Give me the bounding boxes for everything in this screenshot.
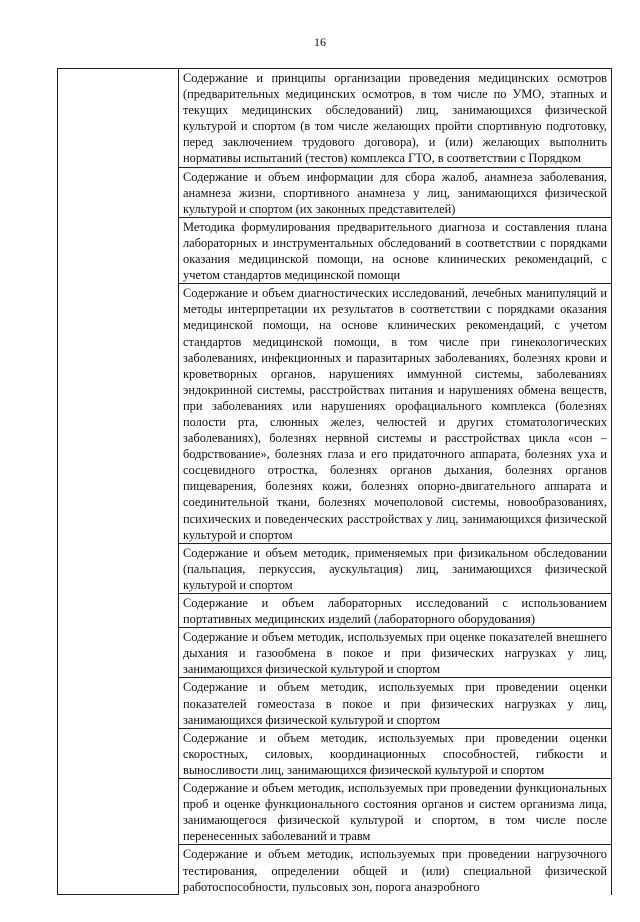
left-column-cell bbox=[58, 69, 179, 895]
table-cell-text: Содержание и объем диагностических исследований, лечебных манипуляций и методы интерпретации их результатов в соответствии с порядками оказания медицинской помощи, на основе клинических рекомендаций, с учетом стандартов медицинской помощи, в том числе при гинекологических заболеваниях, инфекционных и паразитарных заболеваниях, болезнях крови и кроветворных органов, нарушениях иммунной системы, заболеваниях эндокринной системы, расстройствах питания и нарушениях обмена веществ, при заболеваниях или нарушениях орофациального комплекса (болезнях полости рта, слюнных желез, челюстей и других стоматологических заболеваниях), болезнях нервной системы и расстройствах цикла «сон – бодрствование», болезнях глаза и его придаточного аппарата, болезнях уха и сосцевидного отростка, болезнях органов дыхания, болезнях органов пищеварения, болезнях кожи, болезнях опорно-двигательного аппарата и соединительной ткани, болезнях мочеполовой системы, новообразованиях, психических и поведенческих расстройствах у лиц, занимающихся физической культурой и спортом bbox=[179, 284, 612, 544]
table-cell-text: Содержание и объем методик, используемых при проведении оценки показателей гомеостаза в покое и при физических нагрузках у лиц, занимающихся физической культурой и спортом bbox=[179, 678, 612, 728]
table-cell-text: Содержание и объем методик, используемых при проведении нагрузочного тестирования, определении общей и (или) специальной физической работоспособности, пульсовых зон, порога анаэробного bbox=[179, 845, 612, 895]
table-cell-text: Содержание и объем лабораторных исследований с использованием портативных медицинских изделий (лабораторного оборудования) bbox=[179, 594, 612, 628]
table-row bbox=[58, 69, 612, 168]
table-cell-text: Содержание и объем методик, используемых при проведении оценки скоростных, силовых, координационных способностей, гибкости и выносливости лиц, занимающихся физической культурой и спортом bbox=[179, 728, 612, 778]
table-cell-text: Методика формулирования предварительного диагноза и составления плана лабораторных и инструментальных обследований в соответствии с порядками оказания медицинской помощи, на основе клинических рекомендаций, с учетом стандартов медицинской помощи bbox=[179, 217, 612, 283]
requirements-table bbox=[57, 68, 612, 895]
table-body bbox=[58, 69, 612, 895]
table-cell-text: Содержание и объем методик, используемых при проведении функциональных проб и оценке функционального состояния органов и систем организма лица, занимающегося физической культурой и спортом, в том числе после перенесенных заболеваний и травм bbox=[179, 779, 612, 845]
table-cell-text: Содержание и объем информации для сбора жалоб, анамнеза заболевания, анамнеза жизни, спортивного анамнеза у лиц, занимающихся физической культурой и спортом (их законных представителей) bbox=[179, 167, 612, 217]
table-cell-text: Содержание и объем методик, используемых при оценке показателей внешнего дыхания и газообмена в покое и при физических нагрузках у лиц, занимающихся физической культурой и спортом bbox=[179, 628, 612, 678]
page-number: 16 bbox=[314, 35, 326, 49]
table-cell-text: Содержание и принципы организации проведения медицинских осмотров (предварительных медицинских осмотров, в том числе по УМО, этапных и текущих медицинских обследований) лиц, занимающихся физической культурой и спортом (в том числе желающих пройти спортивную подготовку, перед заключением трудового договора), и (или) желающих выполнить нормативы испытаний (тестов) комплекса ГТО, в соответствии с Порядком bbox=[179, 69, 612, 168]
table-cell-text: Содержание и объем методик, применяемых при физикальном обследовании (пальпация, перкуссия, аускультация) лиц, занимающихся физической культурой и спортом bbox=[179, 543, 612, 593]
